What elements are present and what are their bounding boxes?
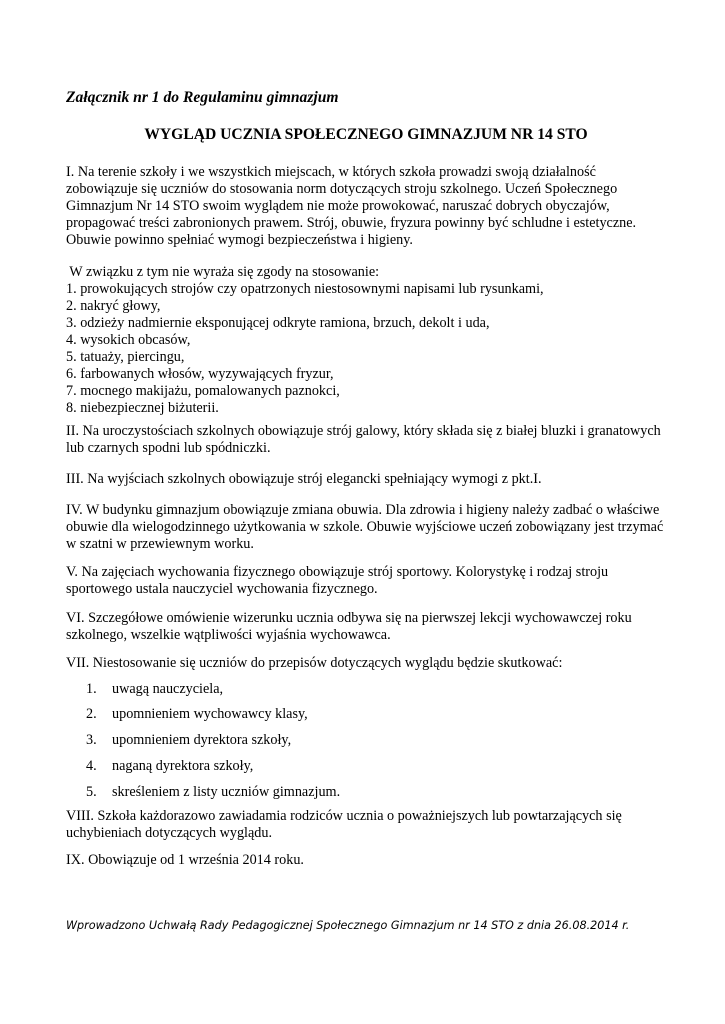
list-item: 2. nakryć głowy, — [66, 298, 161, 314]
section-5-line: sportowego ustala nauczyciel wychowania fizycznego. — [66, 581, 378, 597]
annex-heading: Załącznik nr 1 do Regulaminu gimnazjum — [66, 89, 339, 106]
list-item-text: uwagą nauczyciela, — [112, 681, 224, 697]
section-8-line: uchybieniach dotyczących wyglądu. — [66, 825, 273, 841]
section-3 — [66, 471, 666, 488]
prohibitions-list — [66, 264, 666, 417]
list-item — [86, 706, 308, 723]
list-item-number: 2. — [86, 706, 97, 722]
document-title: WYGLĄD UCZNIA SPOŁECZNEGO GIMNAZJUM NR 14 STO — [144, 126, 588, 143]
list-item-text: upomnieniem wychowawcy klasy, — [112, 706, 308, 722]
section-4 — [66, 502, 666, 553]
list-item-number: 4. — [86, 758, 97, 774]
list-item-number: 3. — [86, 732, 97, 748]
list-item: 4. wysokich obcasów, — [66, 332, 191, 348]
section-5-line: V. Na zajęciach wychowania fizycznego obowiązuje strój sportowy. Kolorystykę i rodzaj stroju — [66, 564, 609, 580]
list-item-number: 5. — [86, 784, 97, 800]
list-item: 1. prowokujących strojów czy opatrzonych niestosownymi napisami lub rysunkami, — [66, 281, 544, 297]
list-item: 6. farbowanych włosów, wyzywających fryzur, — [66, 366, 334, 382]
section-4-line: IV. W budynku gimnazjum obowiązuje zmiana obuwia. Dla zdrowia i higieny należy zadbać o właściwe — [66, 502, 660, 518]
section-2-line: II. Na uroczystościach szkolnych obowiązuje strój galowy, który składa się z białej bluzki i granatowych — [66, 423, 661, 439]
section-9-line: IX. Obowiązuje od 1 września 2014 roku. — [66, 852, 304, 868]
list-item: 5. tatuaży, piercingu, — [66, 349, 185, 365]
list-item: 3. odzieży nadmiernie eksponującej odkryte ramiona, brzuch, dekolt i uda, — [66, 315, 490, 331]
section-3-line: III. Na wyjściach szkolnych obowiązuje strój elegancki spełniający wymogi z pkt.I. — [66, 471, 542, 487]
section-2-line: lub czarnych spodni lub spódniczki. — [66, 440, 271, 456]
section-1-line: zobowiązuje się uczniów do stosowania norm dotyczących stroju szkolnego. Uczeń Społecznego — [66, 181, 618, 197]
list-item — [86, 732, 291, 749]
section-6 — [66, 610, 666, 644]
section-4-line: obuwie dla wielogodzinnego użytkowania w szkole. Obuwie wyjściowe uczeń zobowiązany jest trzymać — [66, 519, 664, 535]
section-6-line: szkolnego, wszelkie wątpliwości wyjaśnia wychowawca. — [66, 627, 391, 643]
resolution-footer: Wprowadzono Uchwałą Rady Pedagogicznej Społecznego Gimnazjum nr 14 STO z dnia 26.08.2014 r. — [66, 919, 630, 932]
section-8 — [66, 808, 666, 842]
section-1-line: propagować treści zabronionych prawem. Strój, obuwie, fryzura powinny być schludne i estetyczne. — [66, 215, 637, 231]
list-item-text: upomnieniem dyrektora szkoły, — [112, 732, 292, 748]
section-1 — [66, 164, 666, 249]
section-1-line: Obuwie powinno spełniać wymogi bezpieczeństwa i higieny. — [66, 232, 413, 248]
section-1-line: I. Na terenie szkoły i we wszystkich miejscach, w których szkoła prowadzi swoją działalność — [66, 164, 596, 180]
section-1-line: Gimnazjum Nr 14 STO swoim wyglądem nie może prowokować, naruszać dobrych obyczajów, — [66, 198, 610, 214]
list-item-number: 1. — [86, 681, 97, 697]
list-item: 7. mocnego makijażu, pomalowanych paznokci, — [66, 383, 340, 399]
list-item: 8. niebezpiecznej biżuterii. — [66, 400, 219, 416]
list-item — [86, 681, 223, 698]
section-7-line: VII. Niestosowanie się uczniów do przepisów dotyczących wyglądu będzie skutkować: — [66, 655, 563, 671]
list-item-text: naganą dyrektora szkoły, — [112, 758, 254, 774]
prohibitions-intro: W związku z tym nie wyraża się zgody na stosowanie: — [66, 264, 380, 280]
section-6-line: VI. Szczegółowe omówienie wizerunku ucznia odbywa się na pierwszej lekcji wychowawczej roku — [66, 610, 632, 626]
list-item — [86, 784, 340, 801]
section-8-line: VIII. Szkoła każdorazowo zawiadamia rodziców ucznia o poważniejszych lub powtarzających się — [66, 808, 622, 824]
list-item-text: skreśleniem z listy uczniów gimnazjum. — [112, 784, 341, 800]
section-9 — [66, 852, 666, 869]
section-7 — [66, 655, 666, 672]
section-2 — [66, 423, 666, 457]
section-4-line: w szatni w przewiewnym worku. — [66, 536, 254, 552]
section-5 — [66, 564, 666, 598]
list-item — [86, 758, 253, 775]
